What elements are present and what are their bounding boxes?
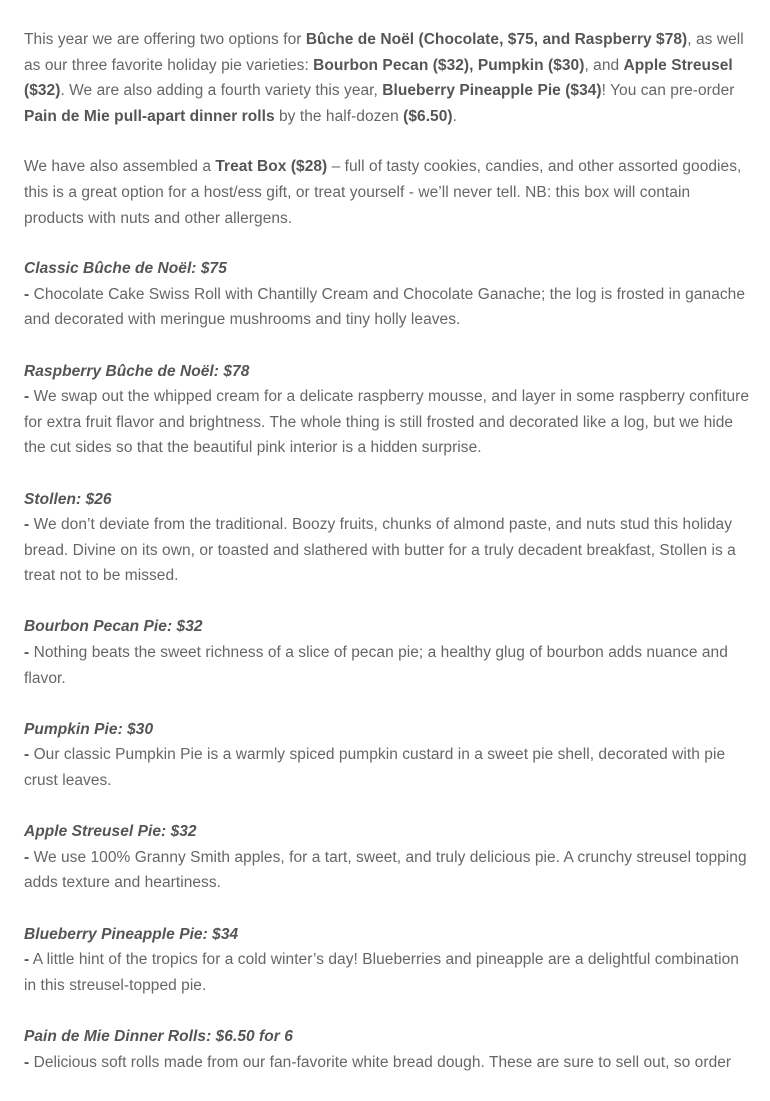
item-desc-raspberry-buche bbox=[24, 384, 750, 461]
item-desc-blueberry-pineapple bbox=[24, 947, 750, 998]
intro-paragraph-1 bbox=[24, 27, 750, 129]
item-desc-pumpkin bbox=[24, 742, 750, 793]
intro-paragraph-2 bbox=[24, 154, 750, 231]
item-title-dinner-rolls: Pain de Mie Dinner Rolls: $6.50 for 6 bbox=[24, 1027, 293, 1045]
intro-text: ! You can pre-order bbox=[601, 82, 735, 100]
buche-options: Bûche de Noël (Chocolate, $75, and Raspberry $78) bbox=[305, 31, 688, 48]
item-title-pumpkin: Pumpkin Pie: $30 bbox=[24, 720, 154, 738]
apple-streusel-option: Apple Streusel ($32) bbox=[24, 56, 733, 100]
item-title-raspberry-buche: Raspberry Bûche de Noël: $78 bbox=[24, 362, 250, 380]
item-desc-stollen bbox=[24, 512, 750, 589]
item-title-bourbon-pecan: Bourbon Pecan Pie: $32 bbox=[24, 618, 203, 636]
item-description: We swap out the whipped cream for a delicate raspberry mousse, and layer in some raspberry confiture for extra fruit flavor and brightness. The whole thing is still frosted and decorated like a log, but we hide the cut sides so that the beautiful pink interior is a hidden surprise. bbox=[24, 388, 750, 457]
item-desc-classic-buche bbox=[24, 282, 750, 333]
bullet-dash: - bbox=[24, 516, 30, 534]
intro-text: , and bbox=[584, 56, 624, 74]
bullet-dash: - bbox=[24, 644, 30, 662]
item-description: Chocolate Cake Swiss Roll with Chantilly Cream and Chocolate Ganache; the log is frosted in ganache and decorated with meringue mushrooms and tiny holly leaves. bbox=[24, 285, 746, 329]
blueberry-pineapple-option: Blueberry Pineapple Pie ($34) bbox=[382, 82, 602, 100]
bullet-dash: - bbox=[24, 951, 30, 969]
bullet-dash: - bbox=[24, 1053, 30, 1071]
item-desc-dinner-rolls bbox=[24, 1050, 750, 1076]
treat-box-option: Treat Box ($28) bbox=[215, 158, 328, 176]
dinner-rolls-price: ($6.50) bbox=[403, 107, 453, 125]
pie-options: Bourbon Pecan ($32), Pumpkin ($30) bbox=[313, 56, 585, 74]
bullet-dash: - bbox=[24, 746, 30, 764]
item-description: Delicious soft rolls made from our fan-favorite white bread dough. These are sure to sell out, so order bbox=[29, 1053, 732, 1071]
intro-text: by the half-dozen bbox=[274, 107, 404, 125]
intro-text: We have also assembled a bbox=[24, 158, 216, 176]
bullet-dash: - bbox=[24, 285, 30, 303]
item-desc-apple-streusel bbox=[24, 845, 750, 896]
intro-text: . bbox=[452, 107, 457, 125]
item-title-classic-buche: Classic Bûche de Noël: $75 bbox=[24, 260, 227, 278]
item-title-stollen: Stollen: $26 bbox=[24, 490, 112, 508]
menu-content bbox=[24, 27, 750, 1101]
intro-text: – full of tasty cookies, candies, and other assorted goodies, this is a great option for a host/ess gift, or treat yourself - we’ll never tell. NB: this box will contain products with nuts and other allergens. bbox=[24, 158, 742, 227]
item-description: We don’t deviate from the traditional. Boozy fruits, chunks of almond paste, and nuts stud this holiday bread. Divine on its own, or toasted and slathered with butter for a truly decadent breakfast, Stollen is a treat not to be missed. bbox=[24, 516, 736, 585]
item-description: Nothing beats the sweet richness of a slice of pecan pie; a healthy glug of bourbon adds nuance and flavor. bbox=[24, 644, 728, 687]
intro-text: This year we are offering two options for bbox=[24, 31, 306, 48]
bullet-dash: - bbox=[24, 848, 30, 866]
item-description: Our classic Pumpkin Pie is a warmly spiced pumpkin custard in a sweet pie shell, decorated with pie crust leaves. bbox=[24, 746, 726, 790]
item-title-apple-streusel: Apple Streusel Pie: $32 bbox=[24, 823, 197, 841]
intro-text: . We are also adding a fourth variety this year, bbox=[60, 82, 383, 100]
item-title-blueberry-pineapple: Blueberry Pineapple Pie: $34 bbox=[24, 925, 239, 943]
item-desc-bourbon-pecan bbox=[24, 640, 750, 691]
dinner-rolls-option: Pain de Mie pull-apart dinner rolls bbox=[24, 107, 275, 125]
item-description: We use 100% Granny Smith apples, for a tart, sweet, and truly delicious pie. A crunchy streusel topping adds texture and heartiness. bbox=[24, 848, 747, 892]
intro-text: , as well as our three favorite holiday pie varieties: bbox=[24, 31, 744, 74]
bullet-dash: - bbox=[24, 388, 30, 406]
item-description: A little hint of the tropics for a cold winter’s day! Blueberries and pineapple are a delightful combination in this streusel-topped pie. bbox=[24, 951, 739, 994]
